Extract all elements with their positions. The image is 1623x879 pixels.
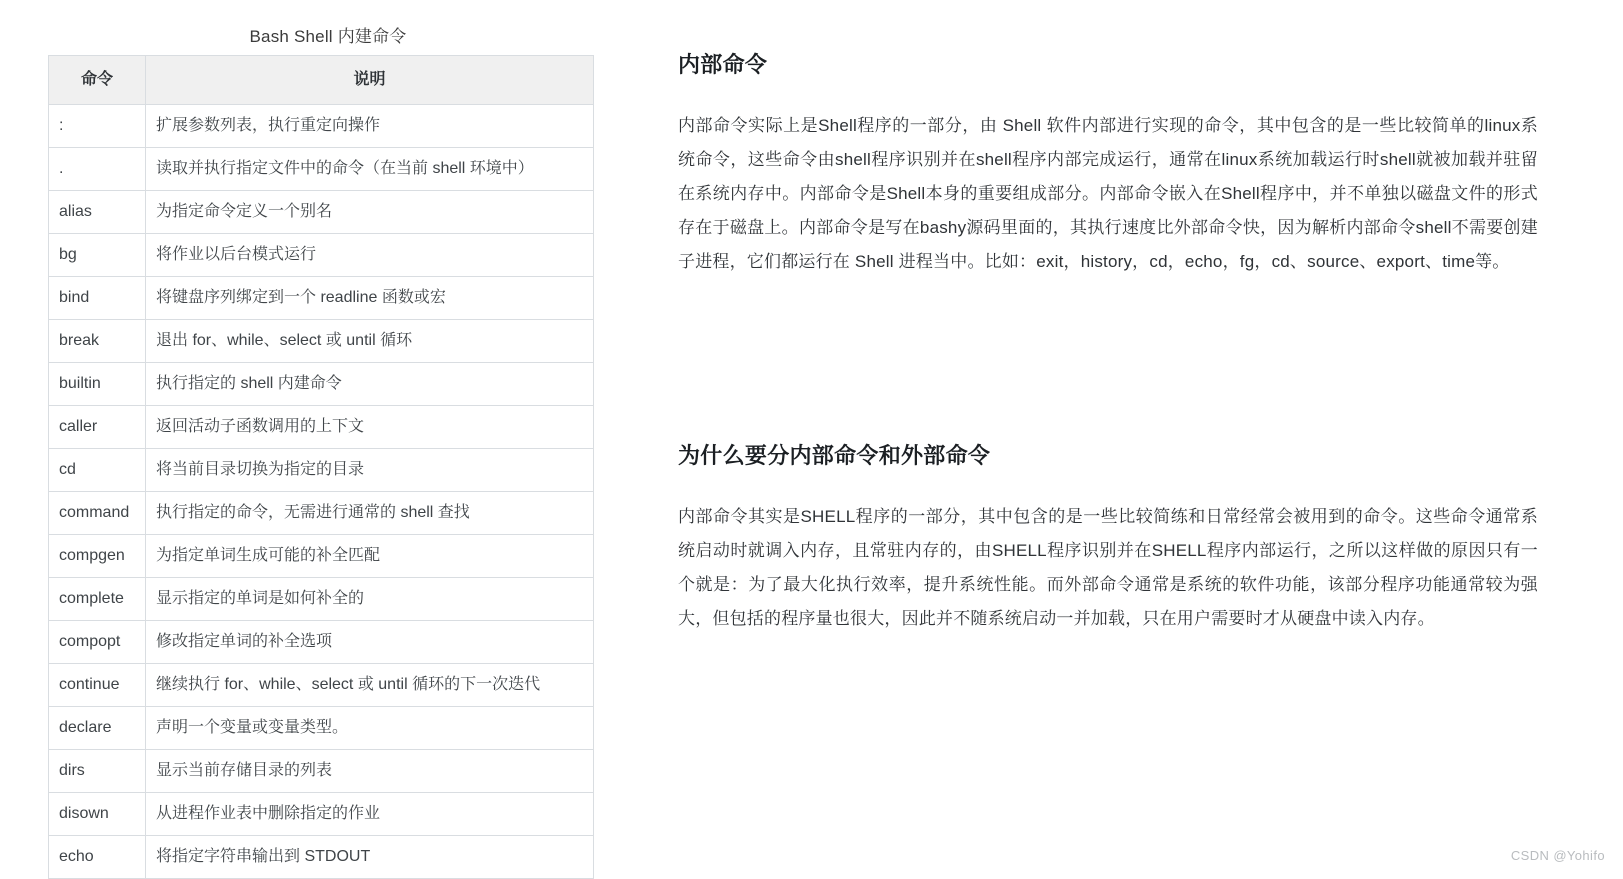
column-header-command: 命令: [49, 56, 146, 105]
section-heading-internal-commands: 内部命令: [678, 52, 768, 77]
cell-command: builtin: [49, 363, 146, 406]
cell-command: echo: [49, 836, 146, 879]
cell-command: continue: [49, 664, 146, 707]
cell-command: disown: [49, 793, 146, 836]
cell-description: 从进程作业表中删除指定的作业: [146, 793, 594, 836]
cell-description: 扩展参数列表，执行重定向操作: [146, 105, 594, 148]
table-row: [49, 234, 594, 277]
table-body: [49, 105, 594, 879]
table-row: [49, 793, 594, 836]
table-row: [49, 707, 594, 750]
table-section: [48, 22, 608, 879]
cell-description: 将当前目录切换为指定的目录: [146, 449, 594, 492]
table-row: [49, 191, 594, 234]
section-heading-why-split-commands: 为什么要分内部命令和外部命令: [678, 443, 991, 468]
table-row: [49, 449, 594, 492]
table-row: [49, 148, 594, 191]
cell-description: 声明一个变量或变量类型。: [146, 707, 594, 750]
cell-command: complete: [49, 578, 146, 621]
table-row: [49, 105, 594, 148]
table-header-row: [49, 56, 594, 105]
cell-description: 执行指定的命令，无需进行通常的 shell 查找: [146, 492, 594, 535]
cell-description: 执行指定的 shell 内建命令: [146, 363, 594, 406]
cell-description: 将作业以后台模式运行: [146, 234, 594, 277]
watermark: CSDN @Yohifo: [1510, 848, 1605, 863]
cell-description: 显示指定的单词是如何补全的: [146, 578, 594, 621]
cell-description: 退出 for、while、select 或 until 循环: [146, 320, 594, 363]
cell-description: 继续执行 for、while、select 或 until 循环的下一次迭代: [146, 664, 594, 707]
table-row: [49, 750, 594, 793]
table-row: [49, 406, 594, 449]
cell-command: alias: [49, 191, 146, 234]
cell-description: 将指定字符串输出到 STDOUT: [146, 836, 594, 879]
cell-command: compgen: [49, 535, 146, 578]
article-section: [678, 48, 1538, 636]
table-caption: Bash Shell 内建命令: [249, 27, 407, 46]
cell-command: bg: [49, 234, 146, 277]
cell-command: dirs: [49, 750, 146, 793]
cell-description: 为指定单词生成可能的补全匹配: [146, 535, 594, 578]
cell-command: declare: [49, 707, 146, 750]
column-header-description: 说明: [146, 56, 594, 105]
table-row: [49, 664, 594, 707]
table-row: [49, 621, 594, 664]
table-row: [49, 320, 594, 363]
cell-description: 读取并执行指定文件中的命令（在当前 shell 环境中）: [146, 148, 594, 191]
cell-description: 将键盘序列绑定到一个 readline 函数或宏: [146, 277, 594, 320]
cell-command: .: [49, 148, 146, 191]
table-row: [49, 277, 594, 320]
table-row: [49, 363, 594, 406]
cell-command: command: [49, 492, 146, 535]
cell-command: break: [49, 320, 146, 363]
table-row: [49, 578, 594, 621]
cell-command: :: [49, 105, 146, 148]
cell-command: cd: [49, 449, 146, 492]
section-paragraph-why-split-commands: 内部命令其实是SHELL程序的一部分，其中包含的是一些比较简练和日常经常会被用到的命令。这些命令通常系统启动时就调入内存，且常驻内存的，由SHELL程序识别并在SHELL程序内部运行，之所以这样做的原因只有一个就是：为了最大化执行效率，提升系统性能。而外部命令通常是系统的软件功能，该部分程序功能通常较为强大，但包括的程序量也很大，因此并不随系统启动一并加载，只在用户需要时才从硬盘中读入内存。: [678, 507, 1538, 628]
cell-command: compopt: [49, 621, 146, 664]
table-row: [49, 492, 594, 535]
cell-description: 修改指定单词的补全选项: [146, 621, 594, 664]
cell-description: 为指定命令定义一个别名: [146, 191, 594, 234]
cell-command: caller: [49, 406, 146, 449]
table-row: [49, 836, 594, 879]
section-paragraph-internal-commands: 内部命令实际上是Shell程序的一部分，由 Shell 软件内部进行实现的命令，其中包含的是一些比较简单的linux系统命令，这些命令由shell程序识别并在shell程序内部完成运行，通常在linux系统加载运行时shell就被加载并驻留在系统内存中。内部命令是Shell本身的重要组成部分。内部命令嵌入在Shell程序中，并不单独以磁盘文件的形式存在于磁盘上。内部命令是写在bashy源码里面的，其执行速度比外部命令快，因为解析内部命令shell不需要创建子进程，它们都运行在 Shell 进程当中。比如：exit，history，cd，echo，fg，cd、source、export、time等。: [678, 116, 1538, 271]
table-row: [49, 535, 594, 578]
builtin-commands-table: [48, 55, 594, 879]
cell-description: 返回活动子函数调用的上下文: [146, 406, 594, 449]
cell-description: 显示当前存储目录的列表: [146, 750, 594, 793]
cell-command: bind: [49, 277, 146, 320]
